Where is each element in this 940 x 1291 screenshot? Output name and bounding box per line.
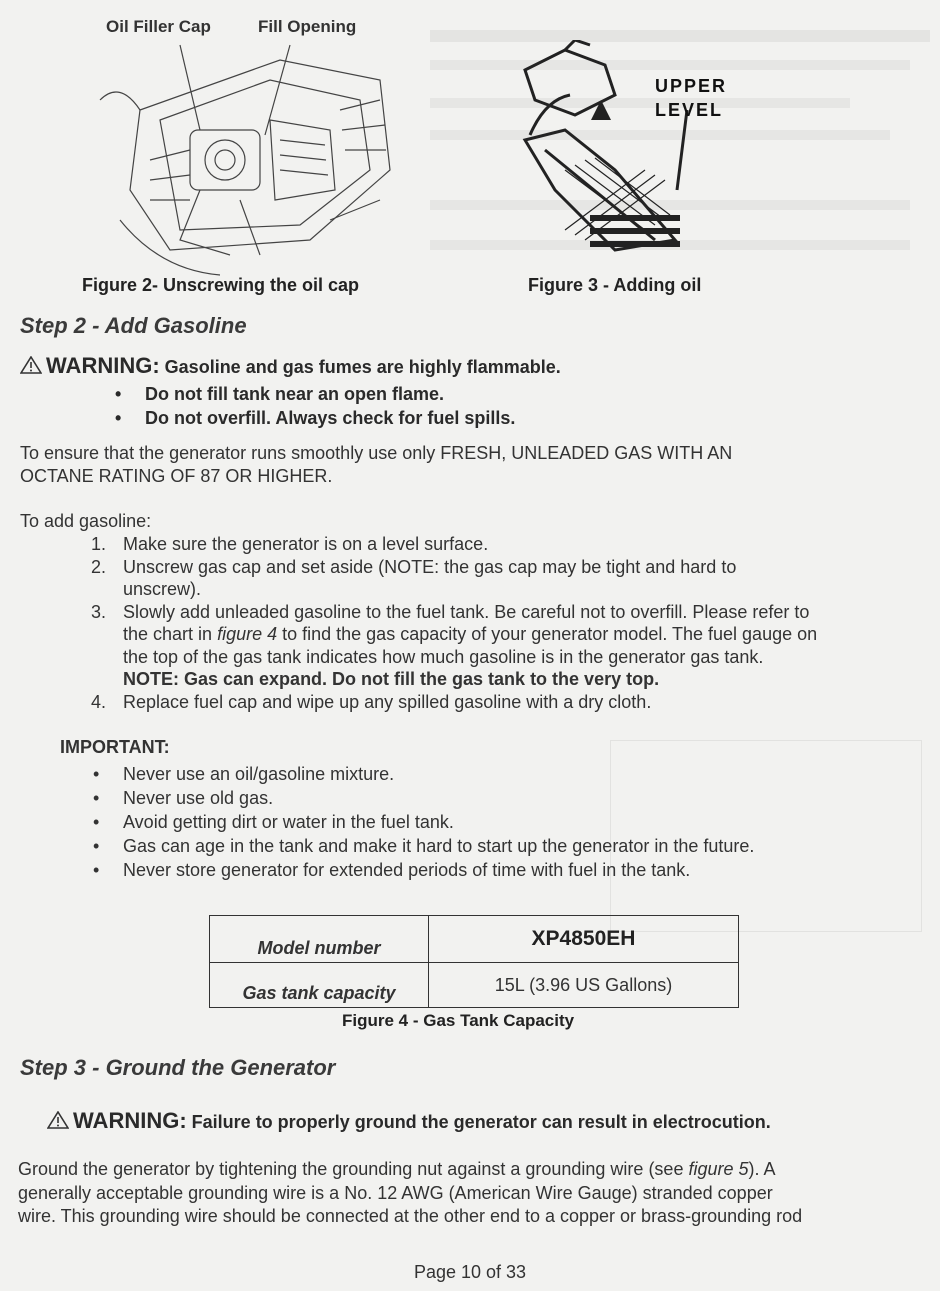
list-item: • Avoid getting dirt or water in the fuel tank.: [93, 812, 454, 832]
warning-label: WARNING:: [46, 353, 160, 378]
step-2-heading: Step 2 - Add Gasoline: [20, 313, 247, 338]
model-number-header: Model number: [257, 938, 381, 958]
figure-3: [495, 40, 755, 260]
list-item: 4. Replace fuel cap and wipe up any spilled gasoline with a dry cloth.: [91, 691, 652, 712]
label-level: LEVEL: [655, 100, 724, 120]
warning-triangle-icon: [20, 356, 42, 374]
oil-bottle-illustration: [495, 40, 755, 260]
model-number-value: XP4850EH: [531, 927, 636, 950]
figure-2-caption: Figure 2- Unscrewing the oil cap: [82, 275, 360, 295]
figure-2: [80, 10, 410, 295]
list-item: • Never use old gas.: [93, 788, 274, 808]
warning-ground: [47, 1108, 771, 1134]
important-label: IMPORTANT:: [60, 737, 170, 757]
list-item: 1. Make sure the generator is on a level surface.: [91, 534, 489, 554]
warning-text: Failure to properly ground the generator can result in electrocution.: [191, 1112, 771, 1132]
list-item: • Gas can age in the tank and make it hard to start up the generator in the future.: [93, 836, 755, 856]
list-item: • Never store generator for extended periods of time with fuel in the tank.: [93, 860, 691, 880]
list-item: • Never use an oil/gasoline mixture.: [93, 764, 395, 784]
table-row: [210, 963, 739, 1008]
warning-gasoline: [20, 353, 561, 379]
step-3-heading: Step 3 - Ground the Generator: [20, 1055, 336, 1080]
label-upper: UPPER: [655, 76, 728, 96]
list-item: • Do not overfill. Always check for fuel spills.: [115, 408, 516, 428]
warning-text: Gasoline and gas fumes are highly flammable.: [164, 357, 561, 377]
label-oil-filler-cap: Oil Filler Cap: [106, 17, 211, 36]
to-add-gasoline-label: To add gasoline:: [20, 511, 152, 531]
list-item: 3. Slowly add unleaded gasoline to the fuel tank. Be careful not to overfill. Please refer to the chart in figure 4 to find the gas capacity of your generator model. The fuel gauge on the top of the gas tank indicates how much gasoline is in the generator gas tank. NOTE: Gas can expand. Do not fill the gas tank to the very top.: [91, 601, 818, 689]
gas-tank-capacity-header: Gas tank capacity: [242, 983, 396, 1003]
warning-label: WARNING:: [73, 1108, 187, 1133]
important-list: [93, 762, 923, 882]
ground-paragraph: Ground the generator by tightening the grounding nut against a grounding wire (see figure 5). A generally acceptable grounding wire is a No. 12 AWG (American Wire Gauge) stranded copper wire. This grounding wire should be connected at the other end to a copper or brass-grounding rod: [18, 1159, 803, 1226]
figure-4-caption: Figure 4 - Gas Tank Capacity: [342, 1011, 575, 1030]
label-fill-opening: Fill Opening: [258, 17, 357, 36]
engine-illustration: [80, 40, 410, 280]
table-row: [210, 916, 739, 963]
warning-bullet-list: [115, 382, 516, 430]
warning-triangle-icon: [47, 1111, 69, 1129]
gas-requirement-paragraph: To ensure that the generator runs smoothly use only FRESH, UNLEADED GAS WITH AN OCTANE RATING OF 87 OR HIGHER.: [20, 443, 733, 486]
page-number: Page 10 of 33: [413, 1262, 527, 1282]
gas-capacity-table: [209, 915, 739, 1008]
figure-3-caption: Figure 3 - Adding oil: [528, 275, 702, 295]
list-item: 2. Unscrew gas cap and set aside (NOTE: the gas cap may be tight and hard to unscrew).: [91, 556, 737, 599]
add-gasoline-steps: [91, 533, 923, 713]
gas-tank-capacity-value: 15L (3.96 US Gallons): [494, 974, 673, 995]
list-item: • Do not fill tank near an open flame.: [115, 384, 445, 404]
